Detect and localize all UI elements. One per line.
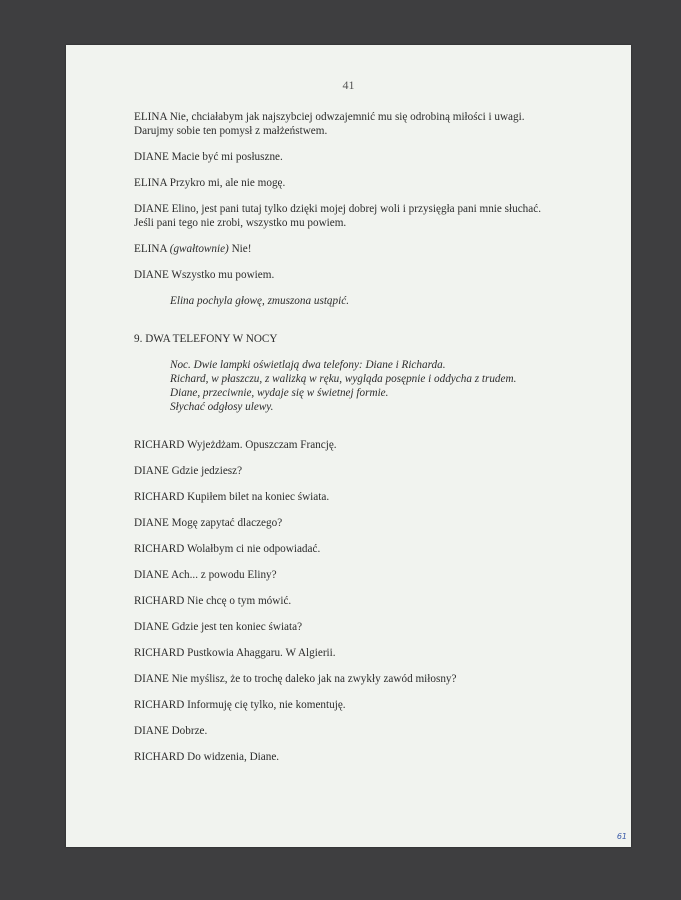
dialogue-line: DIANE Nie myślisz, że to trochę daleko jak na zwykły zawód miłosny?: [134, 673, 457, 685]
dialogue-line: [134, 242, 604, 256]
stage-direction: Richard, w płaszczu, z walizką w ręku, wygląda posępnie i oddycha z trudem.: [170, 373, 517, 385]
dialogue-line: DIANE Wszystko mu powiem.: [134, 269, 275, 281]
stage-direction: Diane, przeciwnie, wydaje się w świetnej formie.: [170, 387, 389, 399]
dialogue-line: RICHARD Wyjeżdżam. Opuszczam Francję.: [134, 439, 337, 451]
dialogue-line: RICHARD Wolałbym ci nie odpowiadać.: [134, 543, 321, 555]
dialogue-line: ELINA Przykro mi, ale nie mogę.: [134, 177, 286, 189]
dialogue-line: ELINA Nie, chciałabym jak najszybciej odwzajemnić mu się odrobiną miłości i uwagi.: [134, 111, 525, 123]
dialogue-line: DIANE Mogę zapytać dlaczego?: [134, 517, 283, 529]
parenthetical: (gwałtownie): [169, 243, 229, 255]
dialogue-line: DIANE Ach... z powodu Eliny?: [134, 569, 277, 581]
stage-direction: Noc. Dwie lampki oświetlają dwa telefony: Diane i Richarda.: [170, 359, 446, 371]
handwritten-page-number: 61: [616, 832, 627, 841]
document-page: [66, 45, 631, 847]
dialogue-line: DIANE Gdzie jest ten koniec świata?: [134, 621, 303, 633]
dialogue-line: RICHARD Informuję cię tylko, nie komentuję.: [134, 699, 346, 711]
dialogue-text: Nie!: [231, 243, 252, 255]
dialogue-line: DIANE Elino, jest pani tutaj tylko dzięki mojej dobrej woli i przysięgła pani mnie słuchać.: [134, 203, 542, 215]
speaker-name: ELINA: [134, 243, 167, 255]
dialogue-line: DIANE Gdzie jedziesz?: [134, 465, 243, 477]
stage-direction: Elina pochyla głowę, zmuszona ustąpić.: [170, 295, 349, 307]
dialogue-line: Jeśli pani tego nie zrobi, wszystko mu powiem.: [134, 217, 347, 229]
dialogue-line: DIANE Dobrze.: [134, 725, 208, 737]
dialogue-line: RICHARD Pustkowia Ahaggaru. W Algierii.: [134, 647, 336, 659]
stage-direction: Słychać odgłosy ulewy.: [170, 401, 274, 413]
script-body: [134, 110, 604, 764]
page-number: 41: [342, 78, 355, 92]
dialogue-line: RICHARD Do widzenia, Diane.: [134, 751, 280, 763]
scene-heading: 9. DWA TELEFONY W NOCY: [134, 333, 278, 345]
dialogue-line: RICHARD Kupiłem bilet na koniec świata.: [134, 491, 330, 503]
dialogue-line: Darujmy sobie ten pomysł z małżeństwem.: [134, 125, 328, 137]
dialogue-line: DIANE Macie być mi posłuszne.: [134, 151, 283, 163]
dialogue-line: RICHARD Nie chcę o tym mówić.: [134, 595, 292, 607]
